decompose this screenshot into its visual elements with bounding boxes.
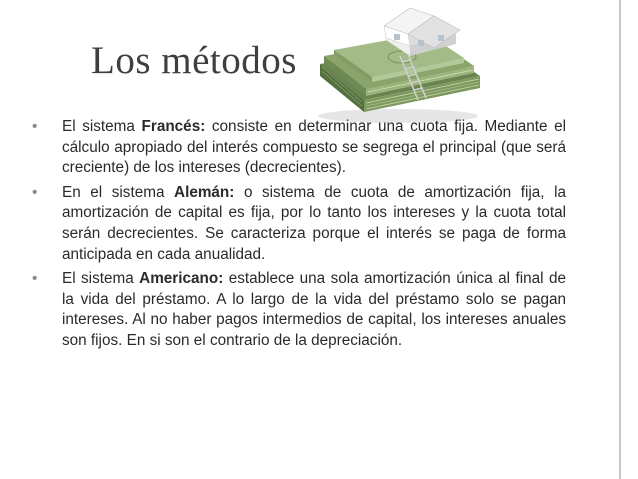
bullet-list: [32, 117, 566, 352]
bullet-dot: •: [32, 270, 38, 288]
bullet-dot: •: [32, 118, 38, 135]
bullet-text: o sistema de cuota de amortización fija, la amortización de capital es fija, por lo tanto los intereses y la cuota total serán decrecientes. Se caracteriza porque el interés se paga de forma anticipada en cada anualidad.: [62, 183, 566, 263]
bullet-term: Alemán:: [174, 183, 235, 201]
slide-title: Los métodos: [91, 39, 297, 82]
bullet-term: Americano:: [139, 270, 224, 288]
bullet-item-americano: [32, 269, 566, 351]
bullet-item-aleman: [32, 183, 566, 265]
bullet-lead: El sistema: [62, 118, 142, 135]
bullet-dot: •: [32, 183, 38, 201]
house-on-money-stack-image: [314, 0, 482, 126]
bullet-lead: En el sistema: [62, 183, 175, 201]
bullet-lead: El sistema: [62, 270, 140, 288]
bullet-item-frances: [32, 117, 566, 179]
bullet-text: establece una sola amortización única al final de la vida del préstamo. A lo largo de la vida del préstamo solo se pagan intereses. Al no haber pagos intermedios de capital, los intereses anuales son fijos. En si son el contrario de la depreciación.: [62, 270, 566, 349]
vertical-divider: [619, 0, 621, 479]
bullet-term: Francés:: [141, 118, 206, 135]
bullet-text: consiste en determinar una cuota fija. Mediante el cálculo apropiado del interés compuesto se segrega el principal (que será creciente) de los intereses (decrecientes).: [62, 118, 566, 177]
